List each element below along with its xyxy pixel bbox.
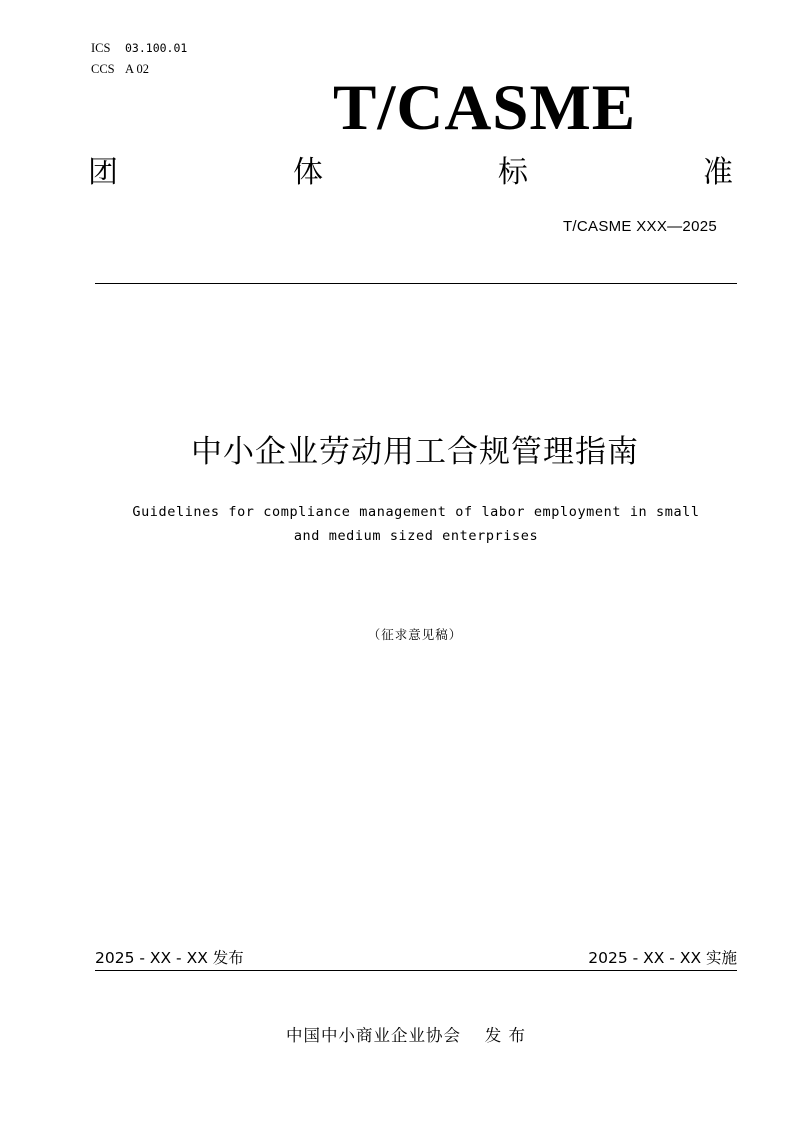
ccs-code: A 02	[125, 62, 149, 76]
ccs-label: CCS	[91, 62, 115, 76]
implementation-date: 2025 - XX - XX 实施	[588, 949, 737, 967]
standard-type-char: 体	[293, 155, 323, 190]
ics-line	[91, 38, 187, 59]
document-title-english	[100, 500, 732, 548]
standard-type-char: 团	[88, 155, 118, 190]
release-date: 2025 - XX - XX 发布	[95, 949, 244, 967]
header-divider	[95, 283, 737, 284]
ics-code: 03.100.01	[125, 41, 188, 55]
footer-divider	[95, 970, 737, 971]
document-title-chinese: 中小企业劳动用工合规管理指南	[191, 434, 639, 470]
standard-type	[88, 148, 733, 198]
draft-status: （征求意见稿）	[367, 627, 463, 642]
organization-brand: T/CASME	[333, 72, 637, 144]
standard-type-char: 准	[703, 155, 733, 190]
title-english-line: and medium sized enterprises	[293, 528, 539, 544]
ccs-line	[91, 59, 187, 80]
publisher: 中国中小商业企业协会 发 布	[286, 1026, 526, 1045]
classification-codes	[91, 38, 187, 80]
standard-code: T/CASME XXX—2025	[562, 218, 717, 235]
standard-type-char: 标	[498, 155, 528, 190]
ics-label: ICS	[91, 41, 111, 55]
title-english-line: Guidelines for compliance management of labor employment in small	[132, 504, 700, 520]
